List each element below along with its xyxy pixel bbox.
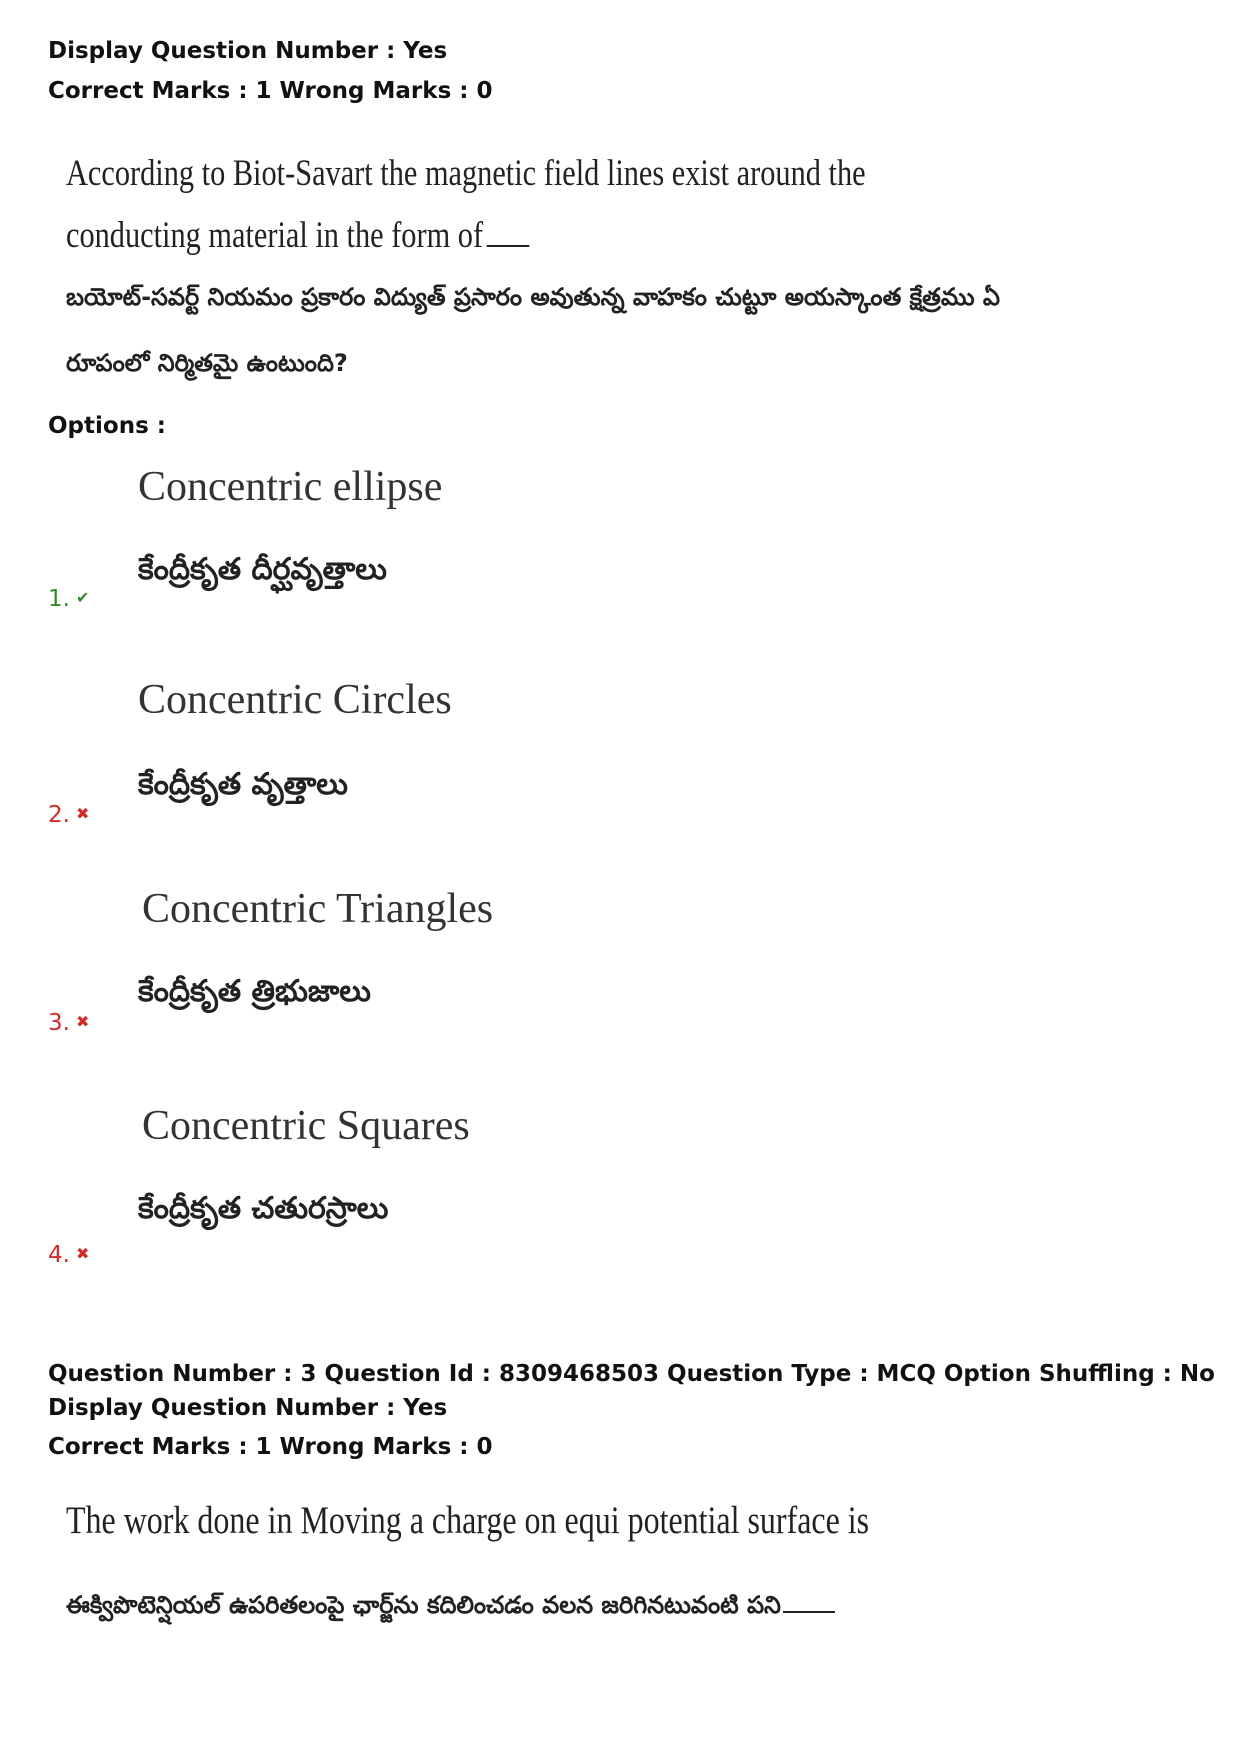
- marks-info: Correct Marks : 1 Wrong Marks : 0: [48, 1434, 493, 1460]
- question-text-te-line1: బయోట్-సవర్ట్ నియమం ప్రకారం విద్యుత్ ప్రసారం అవుతున్న వాహకం చుట్టూ అయస్కాంత క్షేత్రము ఏ: [66, 283, 1000, 311]
- display-question-number: Display Question Number : Yes: [48, 38, 448, 64]
- option-3-number: [48, 1008, 89, 1037]
- question-3-text-en: The work done in Moving a charge on equi potential surface is: [66, 1499, 870, 1542]
- question-text-en-line1: According to Biot-Savart the magnetic field lines exist around the: [66, 153, 866, 194]
- option-1-number: [48, 584, 89, 613]
- cross-icon: ✖: [75, 1244, 90, 1263]
- options-label: Options :: [48, 413, 166, 439]
- marks-info: Correct Marks : 1 Wrong Marks : 0: [48, 78, 493, 104]
- option-4-number-label: 4.: [48, 1242, 70, 1268]
- option-2-text-en: Concentric Circles: [138, 677, 452, 723]
- question-text-en-line2-text: conducting material in the form of: [66, 215, 484, 256]
- check-icon: ✔: [75, 588, 90, 607]
- question-3-text-te: ఈక్విపొటెన్షియల్ ఉపరితలంపై ఛార్జ్‌ను కదిలించడం వలన జరిగినటువంటి పని: [66, 1591, 781, 1619]
- question-header: Question Number : 3 Question Id : 8309468503 Question Type : MCQ Option Shuffling : No: [48, 1361, 1215, 1387]
- option-2-number: [48, 800, 89, 829]
- answer-blank: [486, 215, 529, 247]
- display-question-number: Display Question Number : Yes: [48, 1395, 448, 1421]
- option-2-text-te: కేంద్రీకృత వృత్తాలు: [138, 767, 348, 802]
- cross-icon: ✖: [75, 1012, 90, 1031]
- option-3-text-te: కేంద్రీకృత త్రిభుజాలు: [138, 974, 371, 1009]
- option-1-text-te: కేంద్రీకృత దీర్ఘవృత్తాలు: [138, 552, 387, 587]
- option-3-number-label: 3.: [48, 1010, 70, 1036]
- option-4-number: [48, 1240, 89, 1269]
- option-4-text-en: Concentric Squares: [142, 1103, 470, 1149]
- cross-icon: ✖: [75, 804, 90, 823]
- question-3-text-te-line: [66, 1589, 835, 1621]
- answer-blank: [783, 1589, 835, 1613]
- option-1-number-label: 1.: [48, 586, 70, 612]
- option-3-text-en: Concentric Triangles: [142, 886, 494, 932]
- question-text-en-line2: [66, 214, 529, 258]
- option-1-text-en: Concentric ellipse: [138, 464, 443, 510]
- option-4-text-te: కేంద్రీకృత చతురస్రాలు: [138, 1191, 389, 1226]
- option-2-number-label: 2.: [48, 802, 70, 828]
- question-text-te-line2: రూపంలో నిర్మితమై ఉంటుంది?: [66, 349, 348, 377]
